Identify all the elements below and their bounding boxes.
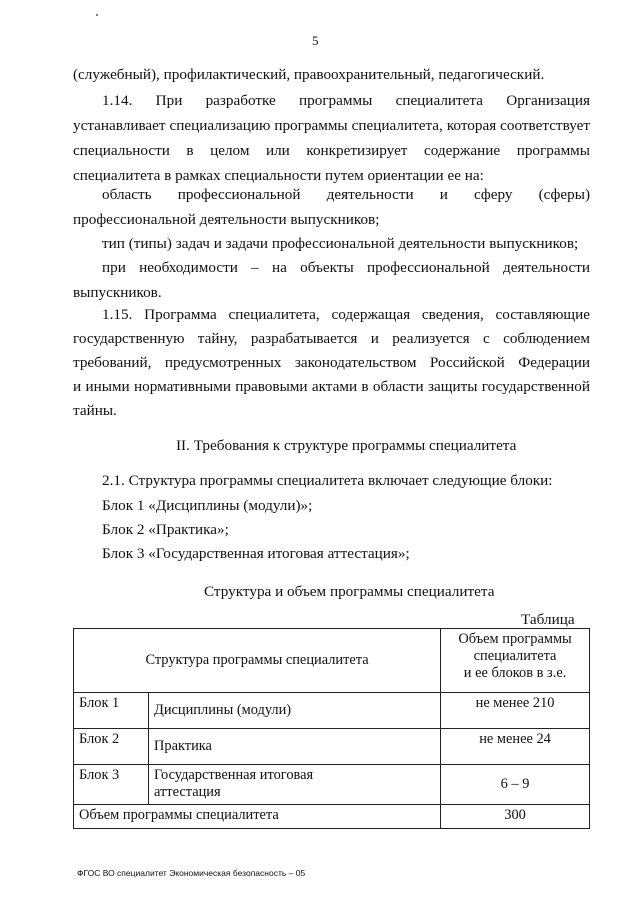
section-heading: II. Требования к структуре программы специалитета [176, 437, 517, 454]
table-row [74, 693, 590, 729]
text-line: при необходимости – на объекты профессиональной деятельности [102, 259, 590, 276]
header-volume-line: Объем программы [458, 631, 572, 647]
text-line: устанавливает специализацию программы специалитета, которая соответствует [73, 117, 590, 134]
header-volume [441, 629, 590, 693]
table-row [74, 765, 590, 805]
text-line: Блок 1 «Дисциплины (модули)»; [102, 497, 313, 514]
text-line: профессиональной деятельности выпускников; [73, 211, 380, 228]
text-line: 1.14. При разработке программы специалитета Организация [102, 92, 590, 109]
volume-cell: 6 – 9 [441, 765, 590, 805]
structure-table [73, 628, 590, 829]
text-line: Блок 3 «Государственная итоговая аттестация»; [102, 545, 410, 562]
document-footer: ФГОС ВО специалитет Экономическая безопасность – 05 [77, 868, 306, 878]
block-name-cell: Дисциплины (модули) [149, 693, 441, 729]
text-line: (служебный), профилактический, правоохранительный, педагогический. [73, 66, 545, 83]
block-cell: Блок 2 [74, 729, 149, 765]
block-cell: Блок 3 [74, 765, 149, 805]
text-line: специалитета в рамках специальности путем ориентации ее на: [73, 167, 484, 184]
scan-speck [96, 14, 98, 16]
text-line: выпускников. [73, 284, 162, 301]
text-line: государственную тайну, разрабатывается и реализуется с соблюдением [73, 330, 590, 347]
header-volume-line: специалитета [473, 648, 557, 664]
text-line: требований, предусмотренных законодательством Российской Федерации [73, 354, 590, 371]
block-name-cell: Практика [149, 729, 441, 765]
block-name-line: аттестация [154, 784, 221, 800]
header-structure: Структура программы специалитета [74, 629, 441, 693]
text-line: тайны. [73, 402, 117, 419]
table-total-row [74, 805, 590, 829]
text-line: и иными нормативными правовыми актами в области защиты государственной [73, 378, 590, 395]
page-number: 5 [312, 33, 319, 48]
text-line: 2.1. Структура программы специалитета включает следующие блоки: [102, 472, 553, 489]
total-value-cell: 300 [441, 805, 590, 829]
block-name-cell [149, 765, 441, 805]
block-name-line: Государственная итоговая [154, 767, 314, 783]
table-row [74, 729, 590, 765]
table-label: Таблица [521, 611, 575, 628]
header-volume-line: и ее блоков в з.е. [463, 665, 567, 681]
text-line: 1.15. Программа специалитета, содержащая сведения, составляющие [102, 306, 590, 323]
table-header-row [74, 629, 590, 693]
text-line: специальности в целом или конкретизирует содержание программы [73, 142, 590, 159]
text-line: тип (типы) задач и задачи профессиональной деятельности выпускников; [102, 235, 579, 252]
table-caption: Структура и объем программы специалитета [204, 583, 495, 600]
volume-cell: не менее 24 [441, 729, 590, 765]
text-line: Блок 2 «Практика»; [102, 521, 229, 538]
volume-cell: не менее 210 [441, 693, 590, 729]
total-label-cell: Объем программы специалитета [74, 805, 441, 829]
block-cell: Блок 1 [74, 693, 149, 729]
text-line: область профессиональной деятельности и сферу (сферы) [102, 186, 590, 203]
